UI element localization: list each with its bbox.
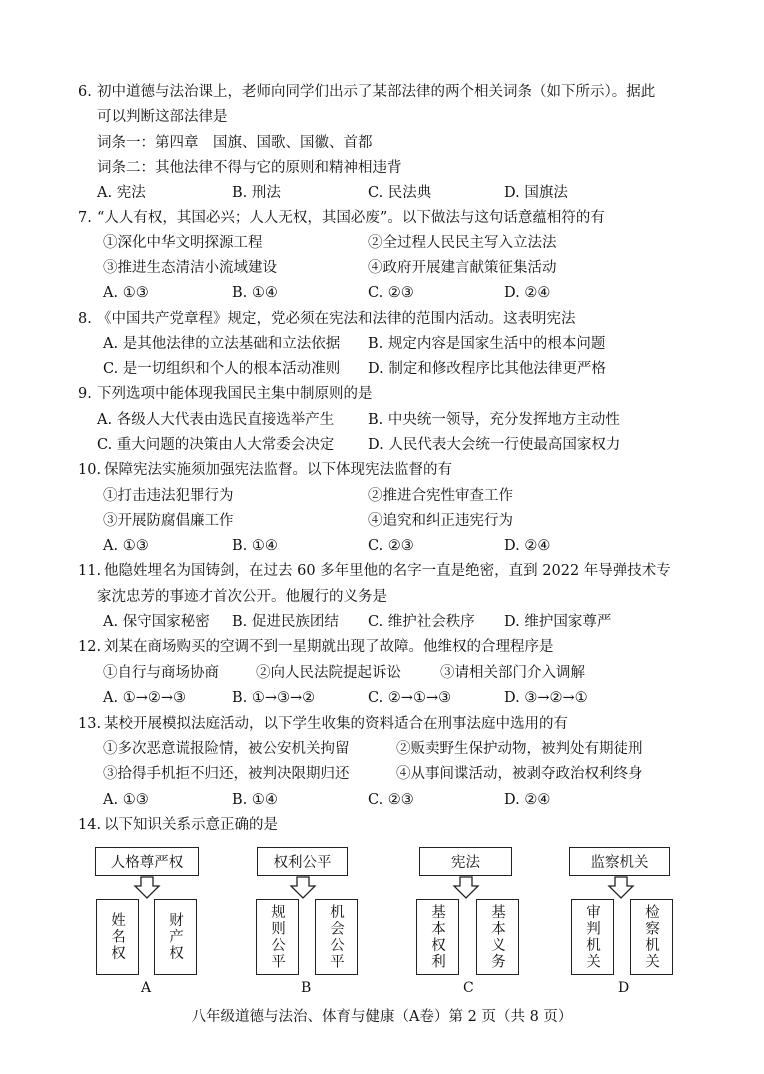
diagram-b-left-label: 规则公平 <box>269 904 285 970</box>
question-11-stem-line-1: 他隐姓埋名为国铸剑，在过去 60 多年里他的名字一直是绝密，直到 2022 年导弹技术专 <box>104 563 671 579</box>
question-10-option-c: C. ②③ <box>368 538 414 554</box>
question-10-option-a: A. ①③ <box>103 538 149 554</box>
question-9-stem: 下列选项中能体现我国民主集中制原则的是 <box>97 386 373 402</box>
question-11-number: 11. <box>78 563 102 579</box>
question-8-option-c: C. 是一切组织和个人的根本活动准则 <box>103 361 341 377</box>
diagram-d-left-box <box>571 899 614 975</box>
diagram-b-label: B <box>301 980 312 996</box>
question-6-stem-line-1: 初中道德与法治课上，老师向同学们出示了某部法律的两个相关词条（如下所示）。据此 <box>97 84 656 100</box>
diagram-c-top-label: 宪法 <box>451 855 480 871</box>
question-11-stem-line-2: 家沈忠芳的事迹才首次公开。他履行的义务是 <box>97 589 387 605</box>
diagram-a-right-box <box>154 899 197 975</box>
question-10-option-b: B. ①④ <box>232 538 278 554</box>
question-7-option-b: B. ①④ <box>232 285 278 301</box>
question-9-option-c: C. 重大问题的决策由人大常委会决定 <box>97 437 335 453</box>
diagram-b-top-box <box>257 847 348 876</box>
question-13-number: 13. <box>78 716 102 732</box>
question-8-option-a: A. 是其他法律的立法基础和立法依据 <box>103 336 341 352</box>
diagram-c-down-arrow-icon <box>452 876 480 900</box>
question-8-number: 8. <box>78 311 92 327</box>
question-7-option-c: C. ②③ <box>368 285 414 301</box>
question-10-item-3: ③开展防腐倡廉工作 <box>103 513 234 529</box>
question-13-option-d: D. ②④ <box>504 792 551 808</box>
question-11-option-b: B. 促进民族团结 <box>232 614 339 630</box>
diagram-a-right-label: 财产权 <box>167 912 183 962</box>
question-7-number: 7. <box>78 210 92 226</box>
question-6-entry-2: 词条二：其他法律不得与它的原则和精神相违背 <box>97 160 402 176</box>
question-10-item-1: ①打击违法犯罪行为 <box>103 488 234 504</box>
question-6-option-d: D. 国旗法 <box>504 185 568 201</box>
question-6-stem-line-2: 可以判断这部法律是 <box>97 109 228 125</box>
diagram-a-top-label: 人格尊严权 <box>110 855 184 871</box>
question-12-option-d: D. ③→②→① <box>504 690 588 706</box>
question-6-option-a: A. 宪法 <box>97 185 146 201</box>
diagram-d-label: D <box>618 980 630 996</box>
question-13-option-c: C. ②③ <box>368 792 414 808</box>
question-10-stem: 保障宪法实施须加强宪法监督。以下体现宪法监督的有 <box>104 462 452 478</box>
diagram-b-top-label: 权利公平 <box>273 855 332 871</box>
question-11-option-d: D. 维护国家尊严 <box>504 614 612 630</box>
diagram-a-down-arrow-icon <box>133 876 161 900</box>
question-10-item-4: ④追究和纠正违宪行为 <box>368 513 513 529</box>
diagram-d-right-box <box>630 899 673 975</box>
question-7-option-d: D. ②④ <box>504 285 551 301</box>
question-8-stem: 《中国共产党章程》规定，党必须在宪法和法律的范围内活动。这表明宪法 <box>97 311 576 327</box>
question-13-stem: 某校开展模拟法庭活动，以下学生收集的资料适合在刑事法庭中选用的有 <box>104 716 568 732</box>
diagram-b-right-label: 机会公平 <box>328 904 344 970</box>
question-6-entry-1: 词条一：第四章 国旗、国歌、国徽、首都 <box>97 135 373 151</box>
question-12-option-c: C. ②→①→③ <box>368 690 452 706</box>
diagram-a-left-box <box>96 899 139 975</box>
diagram-c-right-label: 基本义务 <box>489 904 505 970</box>
question-14-stem: 以下知识关系示意正确的是 <box>104 817 278 833</box>
question-14-number: 14. <box>78 817 102 833</box>
question-13-item-2: ②贩卖野生保护动物，被判处有期徒刑 <box>396 741 643 757</box>
question-10-number: 10. <box>78 462 102 478</box>
question-11-option-a: A. 保守国家秘密 <box>103 614 210 630</box>
question-11-option-c: C. 维护社会秩序 <box>368 614 475 630</box>
diagram-d-down-arrow-icon <box>607 876 635 900</box>
question-6-number: 6. <box>78 84 92 100</box>
diagram-c-left-label: 基本权利 <box>429 904 445 970</box>
question-12-item-3: ③请相关部门介入调解 <box>440 665 585 681</box>
diagram-c-right-box <box>476 899 519 975</box>
question-10-item-2: ②推进合宪性审查工作 <box>368 488 513 504</box>
diagram-d-top-box <box>569 847 670 876</box>
question-12-number: 12. <box>78 639 102 655</box>
diagram-b-right-box <box>315 899 358 975</box>
question-13-option-a: A. ①③ <box>103 792 149 808</box>
page-footer: 八年级道德与法治、体育与健康（A卷）第 2 页（共 8 页） <box>191 1009 573 1025</box>
question-13-item-4: ④从事间谍活动，被剥夺政治权利终身 <box>396 766 643 782</box>
diagram-c-top-box <box>419 847 512 876</box>
question-7-item-1: ①深化中华文明探源工程 <box>103 235 263 251</box>
question-7-option-a: A. ①③ <box>103 285 149 301</box>
question-10-option-d: D. ②④ <box>504 538 551 554</box>
diagram-a-left-label: 姓名权 <box>109 912 125 962</box>
question-9-option-a: A. 各级人大代表由选民直接选举产生 <box>97 412 335 428</box>
question-7-item-2: ②全过程人民民主写入立法法 <box>368 235 557 251</box>
question-7-stem: “人人有权，其国必兴；人人无权，其国必废”。以下做法与这句话意蕴相符的有 <box>97 210 605 226</box>
question-12-item-2: ②向人民法院提起诉讼 <box>256 665 401 681</box>
question-13-item-3: ③拾得手机拒不归还，被判决限期归还 <box>103 766 350 782</box>
diagram-d-top-label: 监察机关 <box>590 855 649 871</box>
question-6-option-c: C. 民法典 <box>368 185 432 201</box>
diagram-c-left-box <box>416 899 459 975</box>
question-8-option-b: B. 规定内容是国家生活中的根本问题 <box>368 336 606 352</box>
diagram-a-top-box <box>95 847 199 876</box>
diagram-a-label: A <box>141 980 152 996</box>
question-8-option-d: D. 制定和修改程序比其他法律更严格 <box>368 361 606 377</box>
question-12-item-1: ①自行与商场协商 <box>103 665 219 681</box>
diagram-d-right-label: 检察机关 <box>643 904 659 970</box>
diagram-d-left-label: 审判机关 <box>584 904 600 970</box>
question-7-item-3: ③推进生态清洁小流域建设 <box>103 260 277 276</box>
question-13-option-b: B. ①④ <box>232 792 278 808</box>
question-9-number: 9. <box>78 386 92 402</box>
question-12-option-a: A. ①→②→③ <box>103 690 186 706</box>
question-9-option-b: B. 中央统一领导，充分发挥地方主动性 <box>368 412 620 428</box>
question-13-item-1: ①多次恶意谎报险情，被公安机关拘留 <box>103 741 350 757</box>
question-12-option-b: B. ①→③→② <box>232 690 316 706</box>
diagram-b-left-box <box>256 899 299 975</box>
diagram-c-label: C <box>463 980 474 996</box>
question-6-option-b: B. 刑法 <box>232 185 281 201</box>
question-12-stem: 刘某在商场购买的空调不到一星期就出现了故障。他维权的合理程序是 <box>104 639 554 655</box>
question-7-item-4: ④政府开展建言献策征集活动 <box>368 260 557 276</box>
diagram-b-down-arrow-icon <box>289 876 317 900</box>
question-9-option-d: D. 人民代表大会统一行使最高国家权力 <box>368 437 621 453</box>
